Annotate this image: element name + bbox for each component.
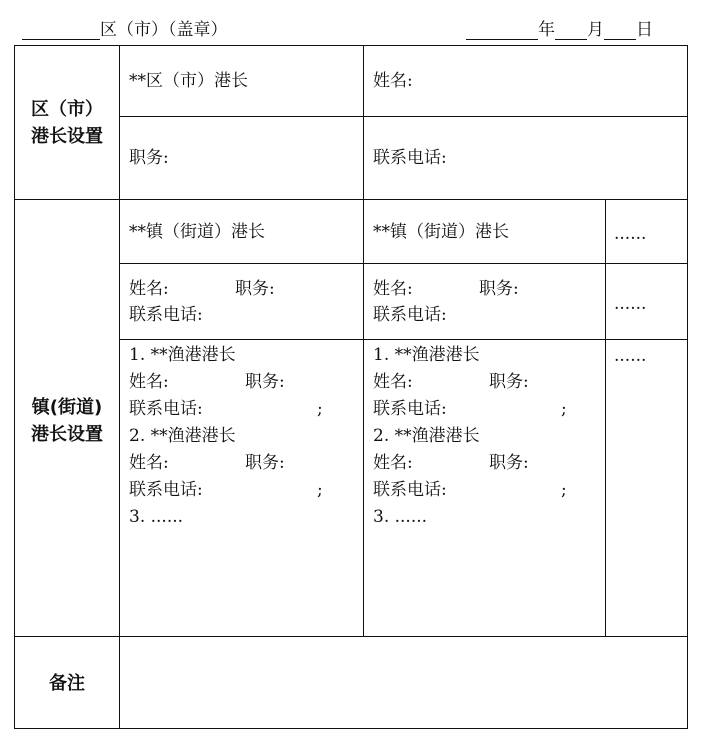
district-blank[interactable] — [22, 22, 100, 40]
town-chief-title-1: **镇（街道）港长 — [129, 222, 265, 242]
harbor-phone-field[interactable]: 联系电话: — [373, 399, 447, 419]
harbor-name-field[interactable]: 姓名: — [373, 453, 413, 473]
harbor-position-field[interactable]: 职务: — [245, 372, 285, 392]
harbor-title: 2. **渔港港长 — [373, 426, 480, 446]
district-name-field[interactable]: 姓名: — [373, 71, 413, 91]
district-position-field[interactable]: 职务: — [129, 148, 169, 168]
town-chief-title-2: **镇（街道）港长 — [373, 222, 509, 242]
more-columns-ellipsis: ...... — [614, 224, 647, 244]
day-blank[interactable] — [604, 22, 636, 40]
harbor-end-mark: ; — [561, 480, 567, 500]
town-chief-info-1 — [129, 276, 359, 328]
town-name-field[interactable]: 姓名: — [129, 279, 169, 299]
harbor-name-field[interactable]: 姓名: — [373, 372, 413, 392]
town-name-field[interactable]: 姓名: — [373, 279, 413, 299]
harbor-more: 3. ...... — [373, 507, 428, 527]
town-position-field[interactable]: 职务: — [235, 279, 275, 299]
harbor-list-2 — [373, 342, 601, 531]
harbor-end-mark: ; — [561, 399, 567, 419]
remarks-label: 备注 — [49, 673, 85, 694]
harbor-title: 2. **渔港港长 — [129, 426, 236, 446]
town-position-field[interactable]: 职务: — [479, 279, 519, 299]
harbor-name-field[interactable]: 姓名: — [129, 372, 169, 392]
district-chief-title: **区（市）港长 — [129, 71, 248, 91]
district-section-label: 区（市） 港长设置 — [31, 99, 103, 147]
more-columns-ellipsis: ...... — [614, 294, 647, 314]
year-label: 年 — [538, 20, 555, 40]
district-seal-label: 区（市）（盖章） — [100, 20, 228, 40]
year-blank[interactable] — [466, 22, 538, 40]
town-section-label: 镇(街道) 港长设置 — [31, 397, 103, 445]
harbor-title: 1. **渔港港长 — [373, 345, 480, 365]
harbor-phone-field[interactable]: 联系电话: — [373, 480, 447, 500]
harbor-name-field[interactable]: 姓名: — [129, 453, 169, 473]
district-phone-field[interactable]: 联系电话: — [373, 148, 447, 168]
town-phone-field[interactable]: 联系电话: — [129, 305, 203, 325]
harbor-end-mark: ; — [317, 399, 323, 419]
more-columns-ellipsis: ...... — [614, 346, 647, 366]
harbor-position-field[interactable]: 职务: — [489, 453, 529, 473]
date-line — [466, 20, 653, 40]
harbor-position-field[interactable]: 职务: — [489, 372, 529, 392]
day-label: 日 — [636, 20, 653, 40]
harbor-phone-field[interactable]: 联系电话: — [129, 399, 203, 419]
harbor-phone-field[interactable]: 联系电话: — [129, 480, 203, 500]
harbor-list-1 — [129, 342, 359, 531]
harbor-end-mark: ; — [317, 480, 323, 500]
month-label: 月 — [587, 20, 604, 40]
month-blank[interactable] — [555, 22, 587, 40]
harbor-title: 1. **渔港港长 — [129, 345, 236, 365]
remarks-field[interactable] — [121, 638, 686, 727]
town-chief-info-2 — [373, 276, 601, 328]
harbor-more: 3. ...... — [129, 507, 184, 527]
district-seal-line — [22, 20, 228, 40]
town-phone-field[interactable]: 联系电话: — [373, 305, 447, 325]
harbor-position-field[interactable]: 职务: — [245, 453, 285, 473]
